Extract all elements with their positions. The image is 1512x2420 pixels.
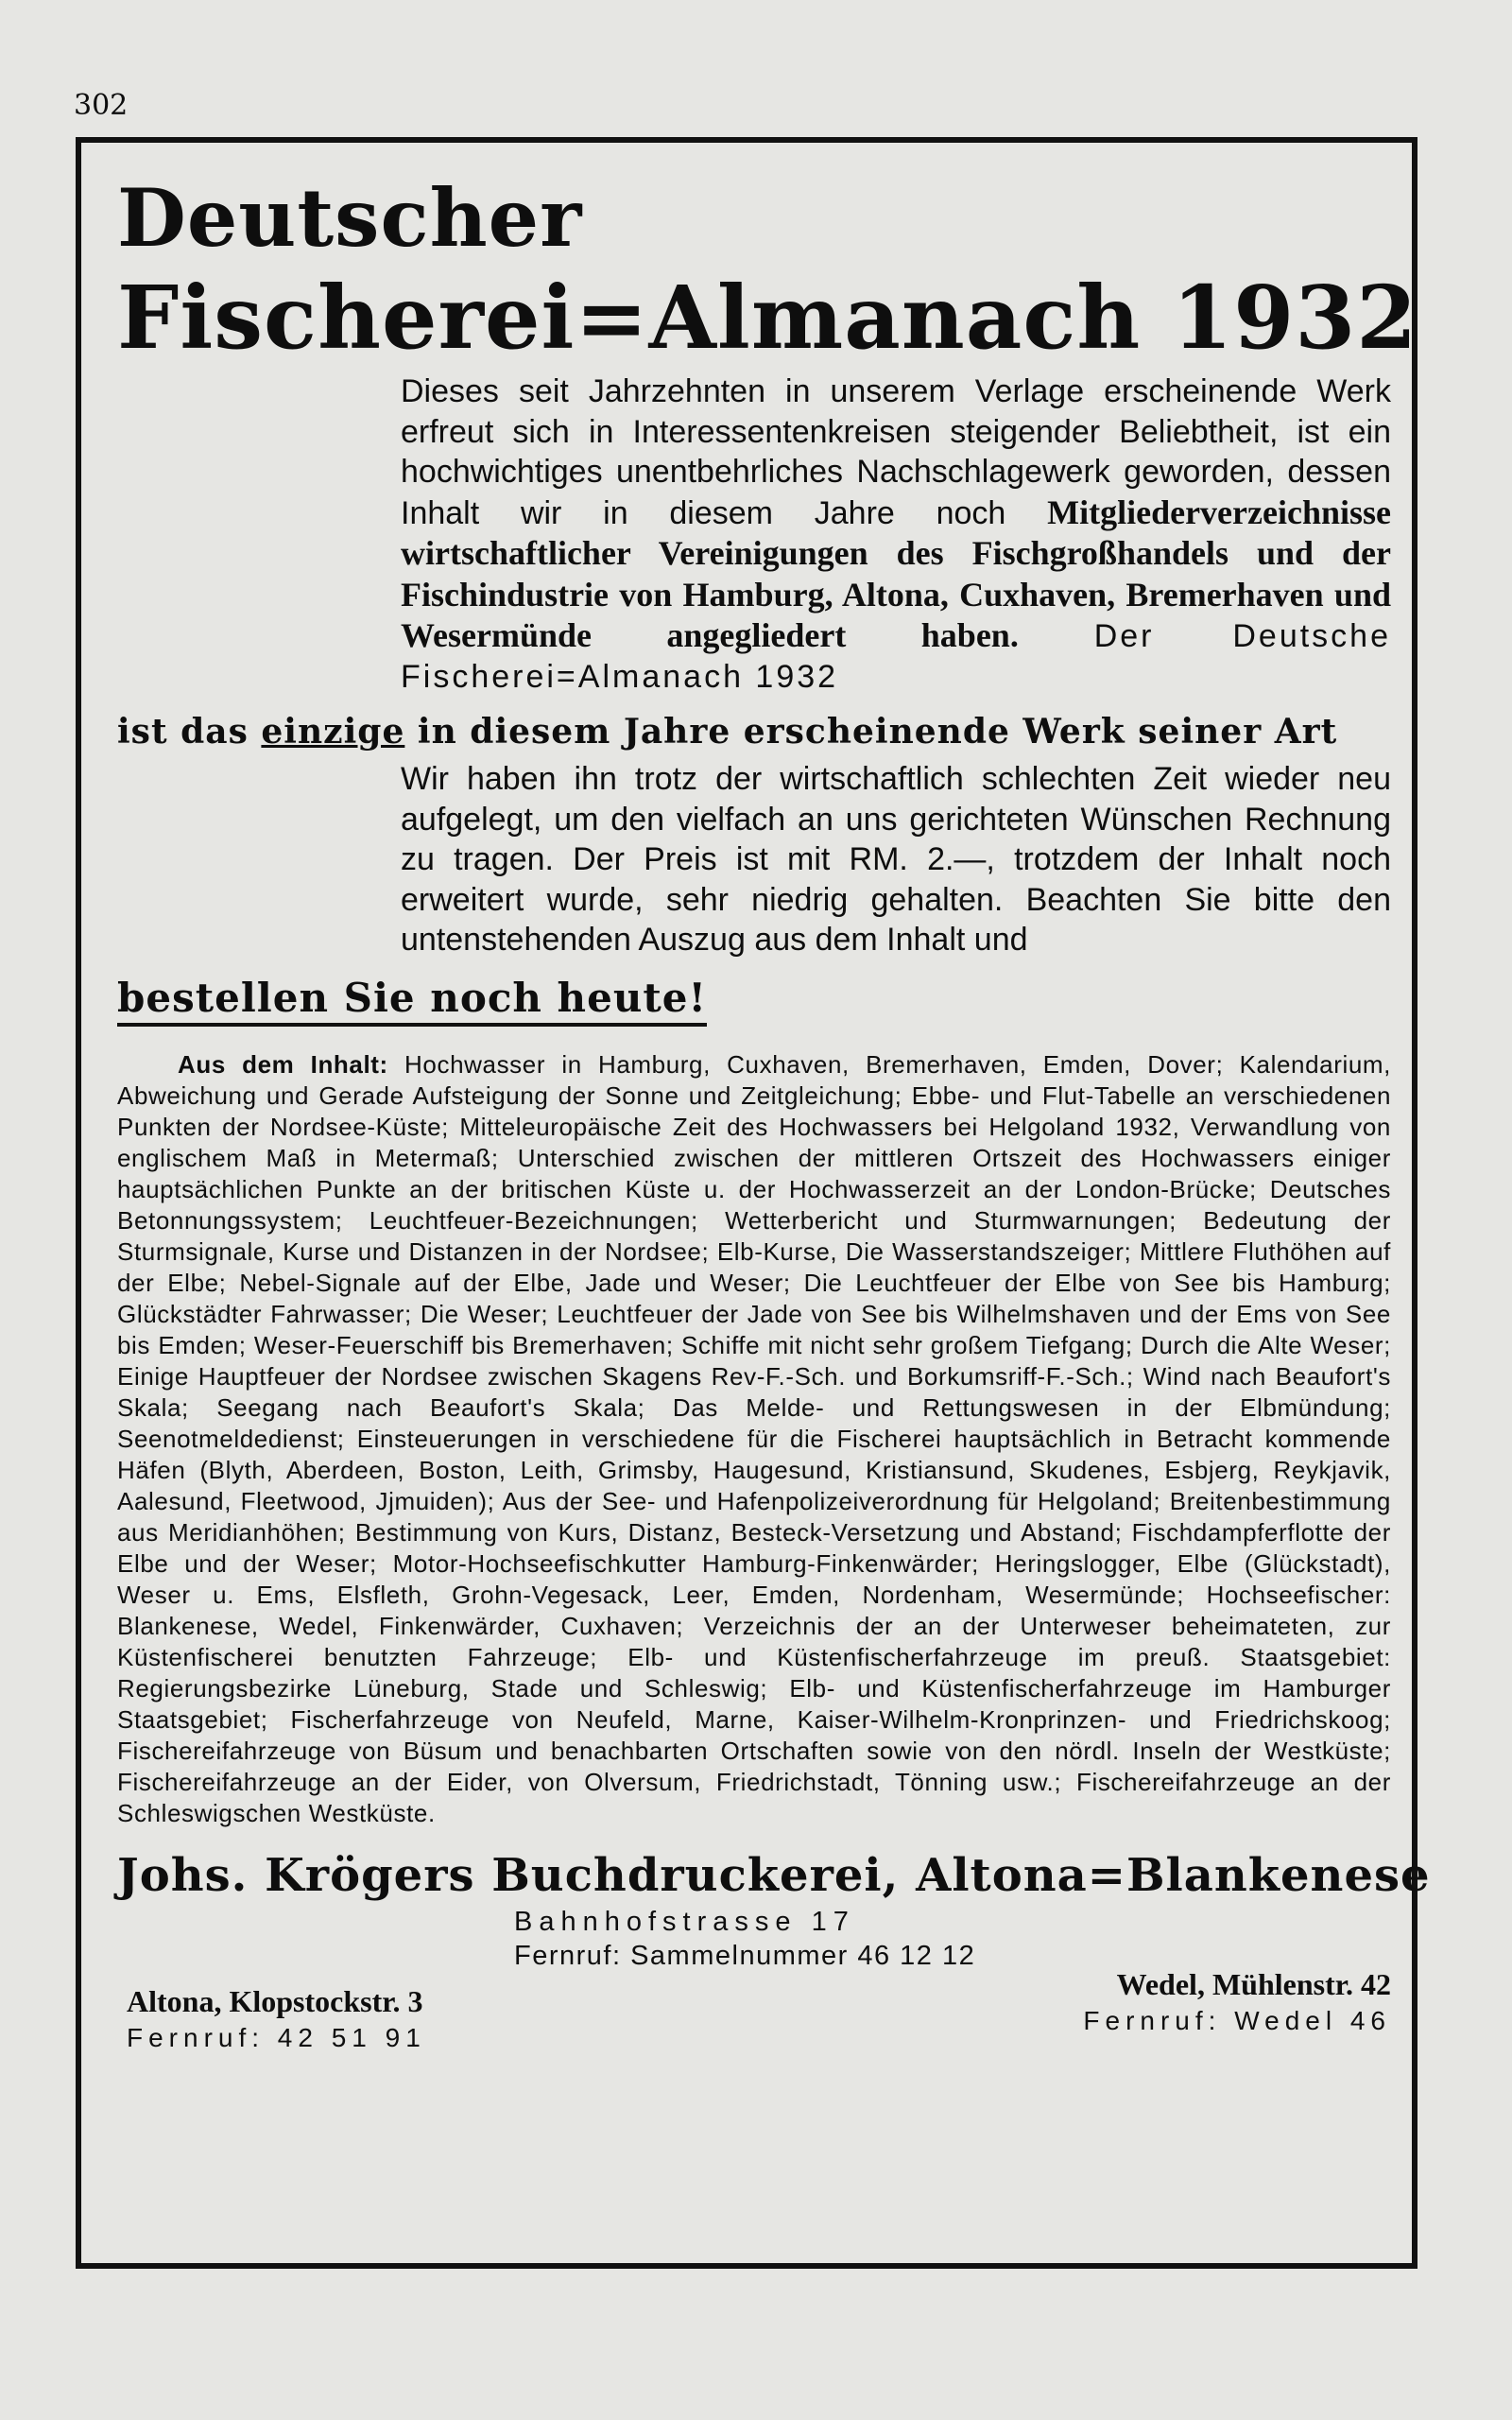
branch-altona-phone: Fernruf: 42 51 91	[127, 2022, 426, 2052]
main-phone: Fernruf: Sammelnummer 46 12 12	[514, 1940, 976, 1971]
statement-before: ist das	[117, 712, 262, 752]
order-now-text: bestellen Sie noch heute!	[117, 975, 707, 1027]
intro-text: Dieses seit Jahrzehnten in unserem Verlage erscheinende Werk erfreut sich in Interessentenkreisen steigender Beliebtheit, ist ein hochwichtiges unentbehrliches Nachschlagewerk geworden, dessen Inhalt wir in diesem Jahre noch	[401, 373, 1391, 531]
contents-excerpt	[117, 1049, 1391, 1829]
branch-addresses	[117, 1966, 1391, 2069]
main-address	[514, 1905, 1391, 1973]
statement-after: in diesem Jahre erscheinende Werk seiner Art	[404, 712, 1338, 752]
ad-title-line-1: Deutscher	[117, 171, 583, 265]
order-now-heading	[117, 966, 1391, 1030]
ad-title-line-2: Fischerei=Almanach 1932	[117, 267, 1418, 369]
branch-wedel-place: Wedel, Mühlenstr. 42	[1116, 1966, 1391, 2001]
branch-altona-place: Altona, Klopstockstr. 3	[127, 1983, 423, 2018]
intro-paragraph	[401, 372, 1391, 697]
branch-wedel-phone: Fernruf: Wedel 46	[1083, 2005, 1391, 2035]
contents-label: Aus dem Inhalt:	[178, 1049, 388, 1079]
statement-underlined: einzige	[261, 712, 405, 752]
main-street: Bahnhofstrasse 17	[514, 1906, 855, 1937]
page-number: 302	[74, 89, 129, 122]
intro-bold-text: Mitgliederverzeichnisse wirtschaftlicher Vereinigungen des Fischgroßhandels und der Fischindustrie von Hamburg, Altona, Cuxhaven, Bremerhaven und Wesermünde angegliedert haben.	[401, 493, 1391, 654]
second-paragraph: Wir haben ihn trotz der wirtschaftlich schlechten Zeit wieder neu aufgelegt, um den vielfach an uns gerichteten Wünschen Rechnung zu tragen. Der Preis ist mit RM. 2.—, trotzdem der Inhalt noch erweitert wurde, sehr niedrig gehalten. Beachten Sie bitte den untenstehenden Auszug aus dem Inhalt und	[401, 761, 1391, 958]
branch-altona	[127, 1982, 426, 2056]
contents-text: Hochwasser in Hamburg, Cuxhaven, Bremerhaven, Emden, Dover; Kalendarium, Abweichung und Gerade Aufsteigung der Sonne und Zeitgleichung; Ebbe- und Flut-Tabelle an verschiedenen Punkten der Nordsee-Küste; Mitteleuropäische Zeit des Hochwassers bei Helgoland 1932, Verwandlung von englischem Maß in Metermaß; Unterschied zwischen der mittleren Ortszeit des Hochwassers einiger hauptsächlichen Punkte an der britischen Küste u. der Hochwasserzeit an der London-Brücke; Deutsches Betonnungssystem; Leuchtfeuer-Bezeichnungen; Wetterbericht und Sturmwarnungen; Bedeutung der Sturmsignale, Kurse und Distanzen in der Nordsee; Elb-Kurse, Die Wasserstandszeiger; Mittlere Fluthöhen auf der Elbe; Nebel-Signale auf der Elbe, Jade und Weser; Die Leuchtfeuer der Elbe von See bis Hamburg; Glückstädter Fahrwasser; Die Weser; Leuchtfeuer der Jade von See bis Wilhelmshaven und der Ems von See bis Emden; Weser-Feuerschiff bis Bremerhaven; Schiffe mit nicht sehr großem Tiefgang; Durch die Alte Weser; Einige Hauptfeuer der Nordsee zwischen Skagens Rev-F.-Sch. und Borkumsriff-F.-Sch.; Wind nach Beaufort's Skala; Seegang nach Beaufort's Skala; Das Melde- und Rettungswesen in der Elbmündung; Seenotmeldedienst; Einsteuerungen in verschiedene für die Fischerei hauptsächlich in Betracht kommende Häfen (Blyth, Aberdeen, Boston, Leith, Grimsby, Haugesund, Kristiansund, Skudenes, Esbjerg, Reykjavik, Aalesund, Fleetwood, Jjmuiden); Aus der See- und Hafenpolizeiverordnung für Helgoland; Breitenbestimmung aus Meridianhöhen; Bestimmung von Kurs, Distanz, Besteck-Versetzung und Abstand; Fischdampferflotte der Elbe und der Weser; Motor-Hochseefischkutter Hamburg-Finkenwärder; Heringslogger, Elbe (Glückstadt), Weser u. Ems, Elsfleth, Grohn-Vegesack, Leer, Emden, Nordenham, Wesermünde; Hochseefischer: Blankenese, Wedel, Finkenwärder, Cuxhaven; Verzeichnis der an der Unterweser beheimateten, zur Küstenfischerei benutzten Fahrzeuge; Elb- und Küstenfischerfahrzeuge im preuß. Staatsgebiet: Regierungsbezirke Lüneburg, Stade und Schleswig; Elb- und Küstenfischerfahrzeuge im Hamburger Staatsgebiet; Fischerfahrzeuge von Neufeld, Marne, Kaiser-Wilhelm-Kronprinzen- und Friedrichskoog; Fischereifahrzeuge von Büsum und benachbarten Ortschaften sowie von den nördl. Inseln der Westküste; Fischereifahrzeuge an der Eider, von Olversum, Friedrichstadt, Tönning usw.; Fischereifahrzeuge an der Schleswigschen Westküste.	[117, 1049, 1392, 1827]
intro-spaced-text: Der Deutsche Fischerei=Almanach 1932	[401, 618, 1391, 695]
publisher-name: Johs. Krögers Buchdruckerei, Altona=Blankenese	[117, 1848, 1431, 1902]
advertisement-frame	[76, 137, 1431, 2269]
unique-statement	[117, 704, 1391, 759]
branch-wedel	[1083, 1965, 1391, 2039]
